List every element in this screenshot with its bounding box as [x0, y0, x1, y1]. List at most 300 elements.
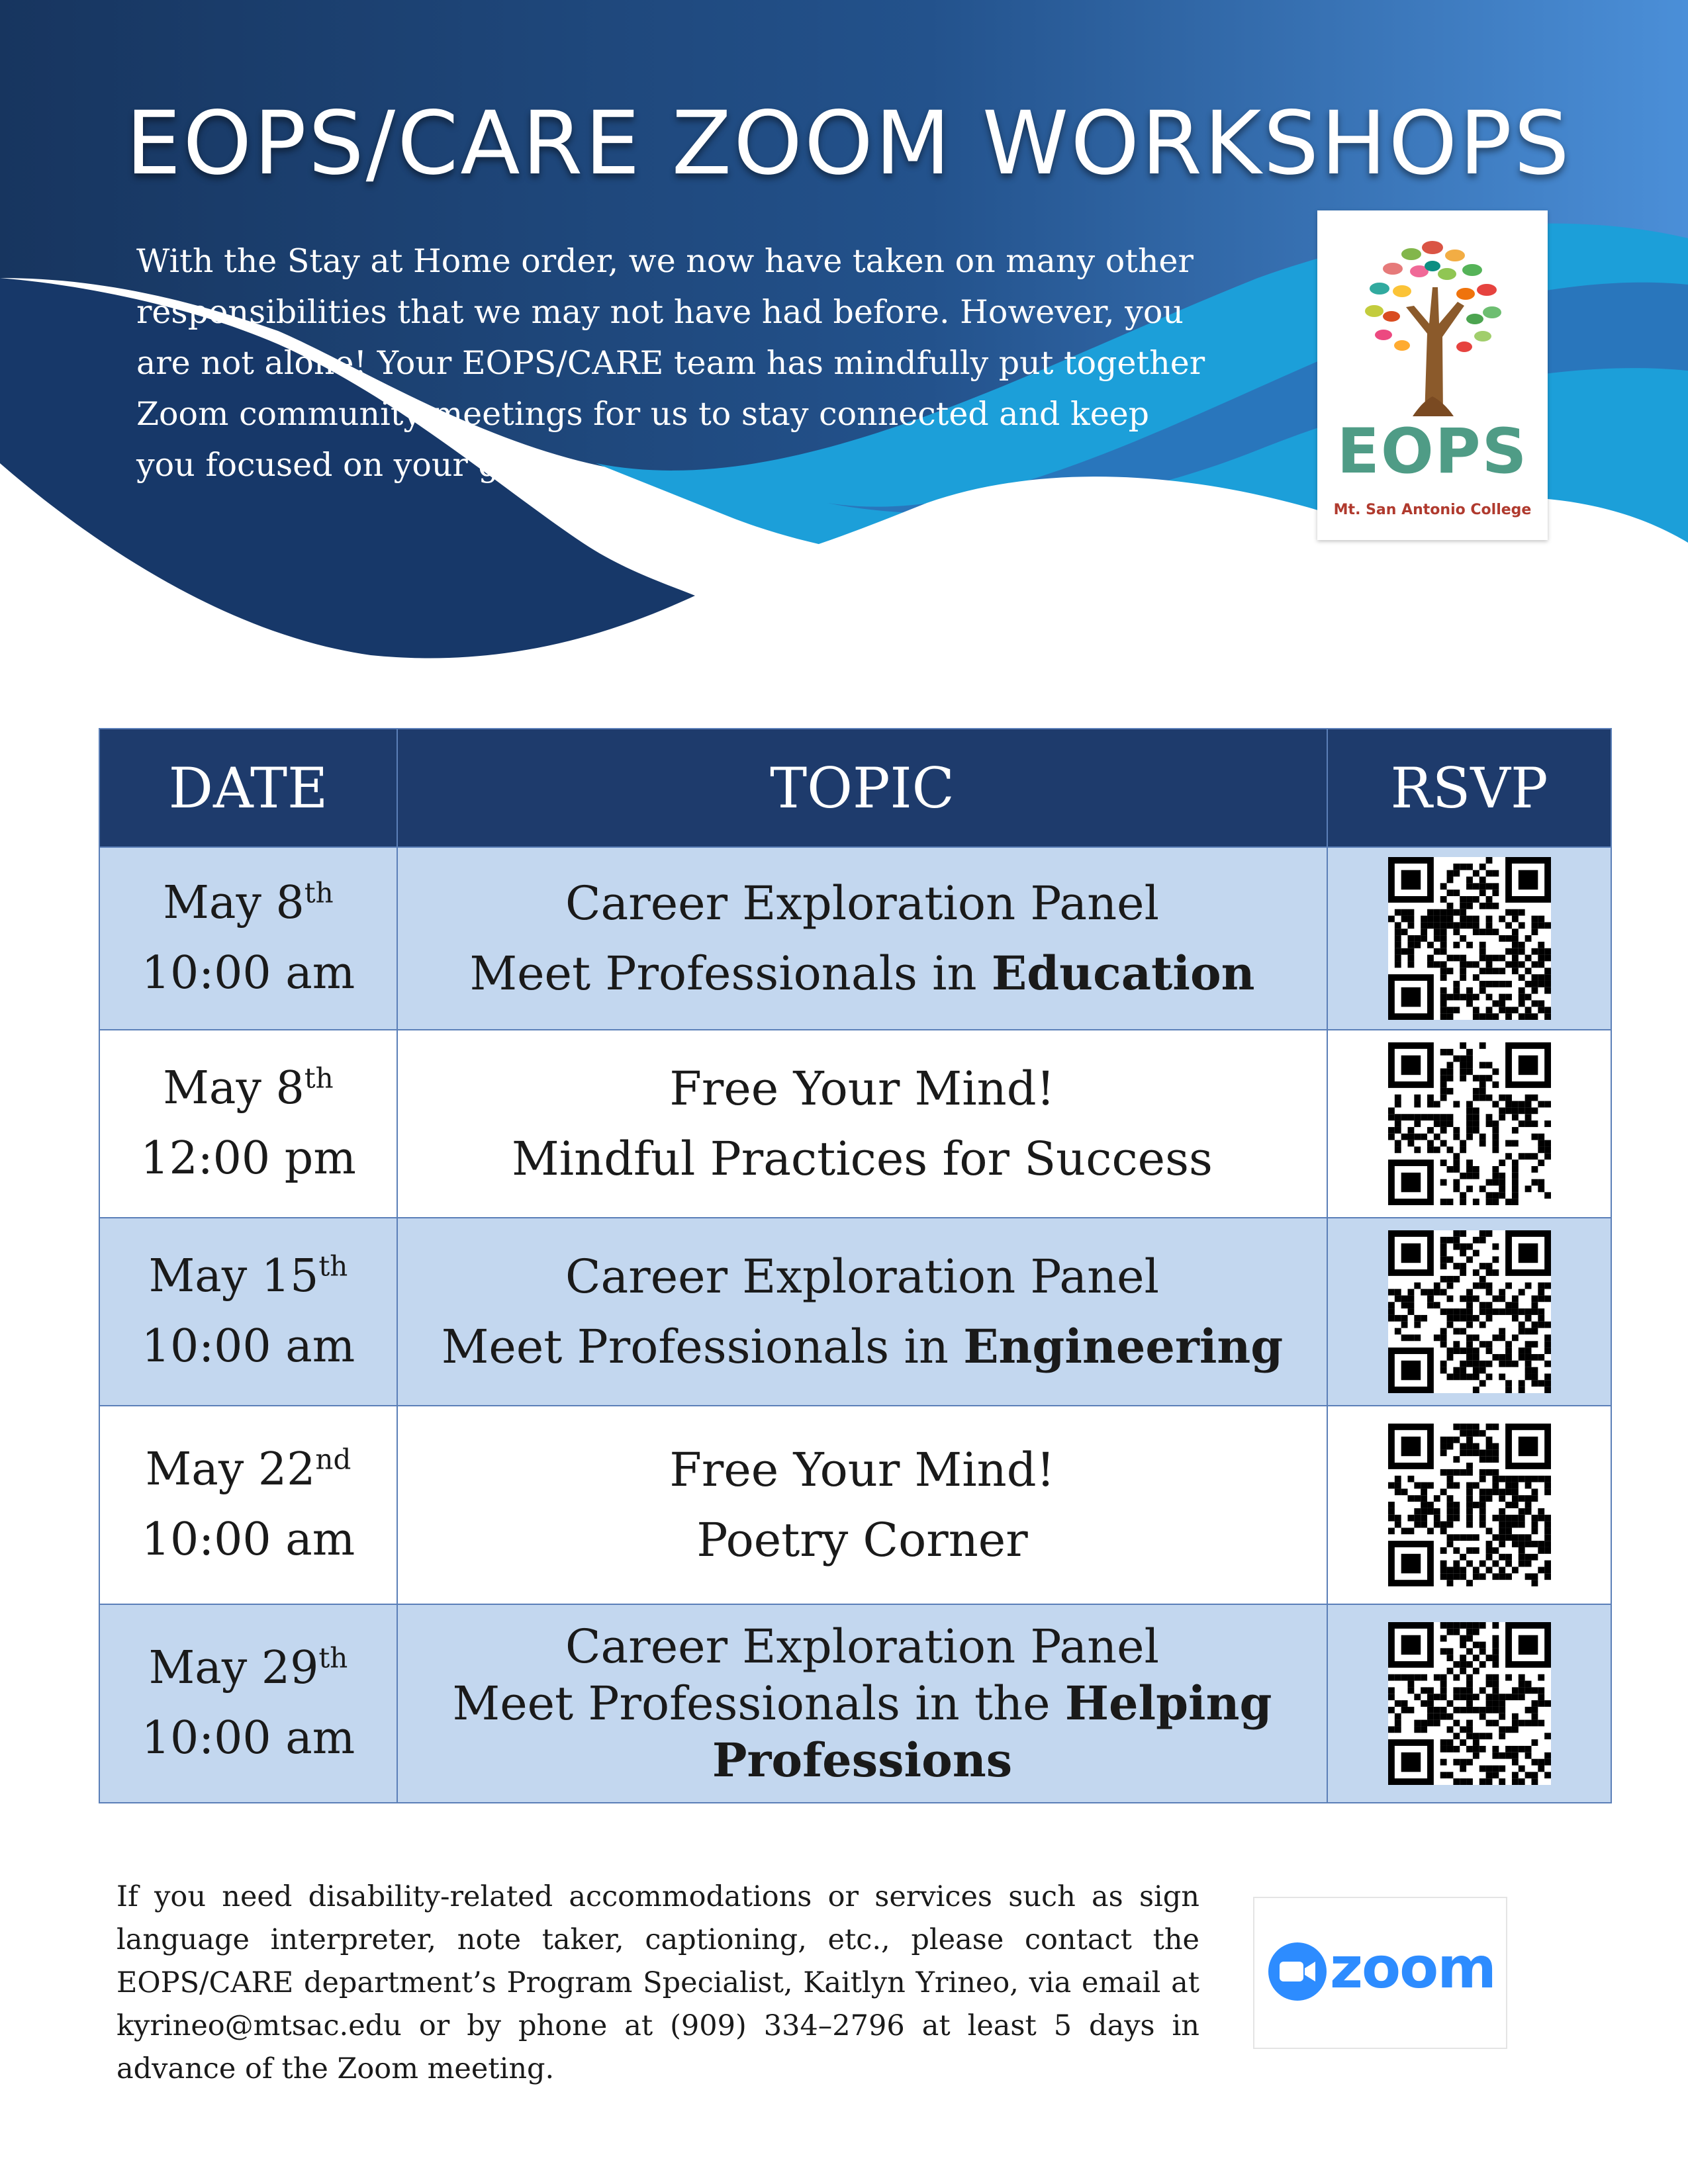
qr-module — [1433, 929, 1440, 935]
qr-module — [1472, 1443, 1479, 1450]
qr-module — [1453, 1160, 1460, 1166]
qr-module — [1427, 922, 1434, 929]
qr-module — [1524, 1361, 1531, 1367]
qr-module — [1524, 1573, 1531, 1580]
qr-module — [1518, 994, 1524, 1001]
qr-module — [1531, 961, 1538, 968]
rsvp-qr-code-icon[interactable] — [1388, 857, 1551, 1020]
qr-module — [1531, 1476, 1538, 1482]
qr-module — [1505, 935, 1512, 942]
qr-module — [1446, 1276, 1453, 1283]
qr-module — [1453, 1056, 1460, 1062]
qr-module — [1485, 1007, 1492, 1013]
qr-module — [1466, 1185, 1473, 1192]
qr-module — [1479, 1622, 1485, 1629]
qr-module — [1544, 1120, 1551, 1127]
qr-module — [1394, 1295, 1401, 1302]
qr-module — [1440, 1120, 1446, 1127]
qr-module — [1499, 1328, 1505, 1335]
qr-module — [1499, 1508, 1505, 1515]
qr-module — [1505, 948, 1512, 955]
qr-module — [1407, 955, 1414, 962]
qr-module — [1394, 922, 1401, 929]
qr-module — [1446, 1437, 1453, 1443]
zoom-logo — [1253, 1897, 1507, 2049]
qr-module — [1453, 1674, 1460, 1681]
workshop-schedule-table — [99, 728, 1612, 1803]
qr-module — [1505, 1522, 1512, 1528]
qr-module — [1446, 1237, 1453, 1244]
qr-module — [1492, 1013, 1499, 1020]
qr-module — [1544, 1013, 1551, 1020]
qr-module — [1472, 1502, 1479, 1508]
date-suffix: th — [304, 1062, 334, 1095]
qr-module — [1401, 1173, 1421, 1193]
qr-module — [1492, 903, 1499, 909]
qr-module — [1440, 922, 1446, 929]
qr-module — [1401, 1488, 1407, 1495]
qr-module — [1466, 1424, 1473, 1430]
qr-module — [1440, 1567, 1446, 1573]
qr-module — [1518, 1308, 1524, 1315]
qr-module — [1446, 1668, 1453, 1674]
qr-module — [1499, 1554, 1505, 1561]
qr-module — [1414, 1482, 1421, 1489]
qr-module — [1511, 1502, 1518, 1508]
qr-module — [1485, 1456, 1492, 1463]
qr-module — [1505, 1482, 1512, 1489]
qr-module — [1440, 1681, 1446, 1688]
qr-module — [1394, 1720, 1401, 1727]
qr-module — [1524, 1283, 1531, 1289]
qr-module — [1466, 1746, 1473, 1752]
qr-module — [1479, 1746, 1485, 1752]
qr-module — [1531, 1302, 1538, 1308]
qr-module — [1485, 968, 1492, 974]
qr-module — [1538, 1101, 1544, 1108]
qr-module — [1479, 889, 1485, 896]
qr-module — [1388, 1482, 1395, 1489]
qr-module — [1524, 955, 1531, 962]
qr-module — [1433, 1508, 1440, 1515]
qr-module — [1485, 1013, 1492, 1020]
qr-module — [1466, 883, 1473, 889]
qr-module — [1499, 1713, 1505, 1720]
topic-cell — [397, 1406, 1327, 1604]
qr-module — [1511, 1759, 1518, 1766]
qr-module — [1499, 981, 1505, 987]
qr-module — [1499, 1295, 1505, 1302]
qr-module — [1479, 1075, 1485, 1081]
qr-module — [1446, 1322, 1453, 1328]
qr-module — [1440, 1522, 1446, 1528]
qr-module — [1440, 1547, 1446, 1554]
qr-module — [1492, 1081, 1499, 1088]
qr-module — [1427, 1720, 1434, 1727]
qr-module — [1479, 1095, 1485, 1101]
qr-module — [1433, 1120, 1440, 1127]
qr-module — [1505, 1573, 1512, 1580]
qr-module — [1433, 1495, 1440, 1502]
qr-module — [1538, 1289, 1544, 1296]
qr-module — [1492, 1674, 1499, 1681]
qr-module — [1524, 935, 1531, 942]
qr-module — [1472, 1424, 1479, 1430]
qr-module — [1421, 1488, 1427, 1495]
qr-module — [1440, 1488, 1446, 1495]
qr-module — [1544, 968, 1551, 974]
qr-module — [1440, 1648, 1446, 1655]
qr-module — [1531, 1759, 1538, 1766]
qr-module — [1394, 929, 1401, 935]
eops-logo-subtitle: Mt. San Antonio College — [1333, 502, 1532, 518]
qr-module — [1538, 1295, 1544, 1302]
qr-module — [1446, 1013, 1453, 1020]
qr-module — [1401, 1295, 1407, 1302]
qr-module — [1544, 1192, 1551, 1199]
qr-module — [1538, 1283, 1544, 1289]
qr-module — [1446, 1114, 1453, 1120]
qr-module — [1427, 1114, 1434, 1120]
qr-module — [1524, 1495, 1531, 1502]
qr-module — [1460, 1373, 1466, 1380]
qr-module — [1421, 1315, 1427, 1322]
qr-module — [1492, 1269, 1499, 1276]
qr-module — [1511, 1772, 1518, 1778]
qr-module — [1518, 961, 1524, 968]
qr-module — [1479, 1508, 1485, 1515]
qr-module — [1485, 1720, 1492, 1727]
qr-module — [1466, 1334, 1473, 1341]
qr-module — [1531, 1554, 1538, 1561]
topic-title: Free Your Mind! — [669, 1443, 1055, 1497]
qr-module — [1446, 1354, 1453, 1361]
qr-module — [1427, 1101, 1434, 1108]
qr-module — [1518, 1508, 1524, 1515]
qr-module — [1524, 1707, 1531, 1713]
qr-module — [1394, 1140, 1401, 1147]
qr-module — [1421, 935, 1427, 942]
qr-module — [1518, 1244, 1538, 1263]
qr-module — [1453, 1424, 1460, 1430]
qr-module — [1453, 1373, 1460, 1380]
qr-module — [1518, 1000, 1524, 1007]
qr-module — [1414, 935, 1421, 942]
rsvp-cell[interactable] — [1327, 1604, 1611, 1803]
qr-module — [1472, 1127, 1479, 1134]
qr-module — [1446, 1476, 1453, 1482]
qr-module — [1440, 916, 1446, 923]
qr-module — [1492, 1534, 1499, 1541]
qr-module — [1453, 1237, 1460, 1244]
qr-module — [1492, 1354, 1499, 1361]
qr-module — [1492, 1482, 1499, 1489]
qr-module — [1499, 1289, 1505, 1296]
qr-module — [1394, 1515, 1401, 1522]
qr-module — [1460, 1308, 1466, 1315]
qr-module — [1505, 994, 1512, 1001]
topic-column-header: TOPIC — [397, 729, 1327, 847]
qr-module — [1485, 1114, 1492, 1120]
qr-module — [1460, 1443, 1466, 1450]
qr-module — [1453, 1185, 1460, 1192]
qr-module — [1414, 942, 1421, 948]
rsvp-cell[interactable] — [1327, 1030, 1611, 1218]
qr-module — [1388, 1694, 1395, 1700]
qr-module — [1466, 922, 1473, 929]
qr-module — [1492, 1120, 1499, 1127]
qr-module — [1414, 1726, 1421, 1733]
qr-module — [1492, 1192, 1499, 1199]
qr-module — [1518, 1687, 1524, 1694]
qr-module — [1524, 1347, 1531, 1354]
qr-module — [1440, 961, 1446, 968]
qr-module — [1485, 1495, 1492, 1502]
qr-module — [1453, 1733, 1460, 1739]
topic-subtitle: Meet Professionals in — [469, 946, 992, 1001]
workshop-time: 12:00 pm — [140, 1132, 356, 1185]
hands-tree-icon — [1333, 228, 1532, 420]
qr-module — [1446, 968, 1453, 974]
qr-module — [1511, 1694, 1518, 1700]
qr-module — [1466, 1361, 1473, 1367]
qr-module — [1511, 1488, 1518, 1495]
qr-module — [1446, 870, 1453, 877]
rsvp-qr-code-icon[interactable] — [1388, 1042, 1551, 1205]
qr-module — [1394, 1146, 1401, 1153]
qr-module — [1446, 1166, 1453, 1173]
qr-module — [1460, 864, 1466, 870]
qr-module — [1433, 1283, 1440, 1289]
qr-module — [1518, 1554, 1524, 1561]
qr-module — [1472, 1573, 1479, 1580]
qr-module — [1538, 1765, 1544, 1772]
qr-module — [1460, 1146, 1466, 1153]
qr-module — [1407, 1681, 1414, 1688]
qr-module — [1485, 1062, 1492, 1069]
qr-module — [1499, 1541, 1505, 1547]
qr-module — [1479, 1062, 1485, 1069]
rsvp-qr-code-icon[interactable] — [1388, 1424, 1551, 1586]
rsvp-cell[interactable] — [1327, 1406, 1611, 1604]
qr-module — [1401, 1315, 1407, 1322]
qr-module — [1505, 1502, 1512, 1508]
qr-module — [1446, 1726, 1453, 1733]
qr-module — [1453, 1153, 1460, 1160]
qr-module — [1499, 1495, 1505, 1502]
qr-module — [1511, 1334, 1518, 1341]
qr-module — [1531, 1687, 1538, 1694]
qr-module — [1466, 1580, 1473, 1586]
qr-module — [1466, 1495, 1473, 1502]
qr-module — [1472, 1733, 1479, 1739]
qr-module — [1440, 883, 1446, 889]
qr-module — [1472, 1367, 1479, 1374]
table-row — [99, 847, 1611, 1030]
qr-module — [1492, 1720, 1499, 1727]
qr-module — [1446, 903, 1453, 909]
qr-module — [1466, 1049, 1473, 1056]
qr-module — [1466, 1648, 1473, 1655]
qr-module — [1453, 1567, 1460, 1573]
qr-module — [1421, 1495, 1427, 1502]
rsvp-qr-code-icon[interactable] — [1388, 1230, 1551, 1393]
qr-module — [1427, 916, 1434, 923]
qr-module — [1485, 1567, 1492, 1573]
qr-module — [1401, 1674, 1407, 1681]
qr-module — [1511, 1720, 1518, 1727]
qr-module — [1472, 1707, 1479, 1713]
qr-module — [1394, 1522, 1401, 1528]
qr-module — [1511, 1361, 1518, 1367]
qr-module — [1505, 1308, 1512, 1315]
qr-module — [1479, 1088, 1485, 1095]
qr-module — [1440, 1561, 1446, 1567]
qr-module — [1440, 1739, 1446, 1746]
qr-module — [1505, 1515, 1512, 1522]
qr-module — [1479, 1778, 1485, 1785]
qr-module — [1479, 942, 1485, 948]
qr-module — [1472, 1642, 1479, 1649]
qr-module — [1394, 1101, 1401, 1108]
qr-module — [1466, 1056, 1473, 1062]
topic-cell — [397, 1030, 1327, 1218]
qr-module — [1433, 948, 1440, 955]
qr-module — [1538, 1322, 1544, 1328]
qr-module — [1453, 1263, 1460, 1269]
qr-module — [1466, 1778, 1473, 1785]
qr-module — [1472, 916, 1479, 923]
qr-module — [1511, 1107, 1518, 1114]
qr-module — [1492, 968, 1499, 974]
qr-module — [1460, 1315, 1466, 1322]
qr-module — [1518, 1515, 1524, 1522]
qr-module — [1388, 1315, 1395, 1322]
qr-module — [1466, 1354, 1473, 1361]
qr-module — [1538, 942, 1544, 948]
qr-module — [1466, 1681, 1473, 1688]
qr-module — [1524, 1013, 1531, 1020]
qr-module — [1485, 1179, 1492, 1186]
qr-module — [1388, 1674, 1395, 1681]
qr-module — [1446, 922, 1453, 929]
rsvp-cell[interactable] — [1327, 1218, 1611, 1406]
qr-module — [1460, 974, 1466, 981]
qr-module — [1394, 1488, 1401, 1495]
qr-module — [1472, 1449, 1479, 1456]
qr-module — [1466, 1308, 1473, 1315]
qr-module — [1388, 1502, 1395, 1508]
qr-module — [1492, 1469, 1499, 1476]
qr-module — [1485, 1772, 1492, 1778]
qr-module — [1440, 1437, 1446, 1443]
qr-module — [1472, 974, 1479, 981]
qr-module — [1511, 1101, 1518, 1108]
qr-module — [1505, 1199, 1512, 1205]
qr-module — [1531, 1373, 1538, 1380]
qr-module — [1407, 935, 1414, 942]
qr-module — [1544, 1488, 1551, 1495]
qr-module — [1427, 961, 1434, 968]
qr-module — [1511, 1114, 1518, 1120]
qr-module — [1446, 1772, 1453, 1778]
qr-module — [1538, 955, 1544, 962]
qr-module — [1499, 1700, 1505, 1707]
qr-module — [1440, 1694, 1446, 1700]
qr-module — [1453, 1244, 1460, 1250]
qr-module — [1499, 1160, 1505, 1166]
qr-module — [1531, 948, 1538, 955]
qr-module — [1479, 1733, 1485, 1739]
page-title: EOPS/CARE ZOOM WORKSHOPS — [126, 93, 1571, 195]
rsvp-cell[interactable] — [1327, 847, 1611, 1030]
topic-subtitle-bold: Helping Professions — [712, 1676, 1272, 1788]
qr-module — [1440, 1443, 1446, 1450]
qr-module — [1446, 1739, 1453, 1746]
qr-module — [1453, 1508, 1460, 1515]
qr-module — [1531, 1000, 1538, 1007]
table-row — [99, 1406, 1611, 1604]
qr-module — [1460, 1726, 1466, 1733]
qr-module — [1492, 1308, 1499, 1315]
qr-module — [1544, 1283, 1551, 1289]
qr-module — [1466, 1160, 1473, 1166]
qr-module — [1499, 935, 1505, 942]
qr-module — [1440, 1256, 1446, 1263]
qr-module — [1538, 1134, 1544, 1140]
qr-module — [1460, 994, 1466, 1001]
qr-module — [1492, 1256, 1499, 1263]
topic-subtitle-bold: Engineering — [963, 1319, 1284, 1374]
qr-module — [1479, 1476, 1485, 1482]
qr-module — [1531, 1134, 1538, 1140]
qr-module — [1453, 1367, 1460, 1374]
qr-module — [1511, 948, 1518, 955]
date-suffix: th — [318, 1641, 348, 1674]
qr-module — [1453, 1759, 1460, 1766]
qr-module — [1394, 1328, 1401, 1335]
qr-module — [1433, 1289, 1440, 1296]
qr-module — [1472, 1199, 1479, 1205]
qr-module — [1524, 1681, 1531, 1688]
qr-module — [1505, 1488, 1512, 1495]
qr-module — [1433, 1146, 1440, 1153]
qr-module — [1401, 1361, 1421, 1381]
qr-module — [1453, 1687, 1460, 1694]
qr-module — [1460, 935, 1466, 942]
qr-module — [1446, 1622, 1453, 1629]
rsvp-qr-code-icon[interactable] — [1388, 1622, 1551, 1785]
qr-module — [1485, 857, 1492, 864]
qr-module — [1544, 1373, 1551, 1380]
qr-module — [1492, 889, 1499, 896]
qr-module — [1433, 1334, 1440, 1341]
date-suffix: nd — [315, 1443, 352, 1476]
qr-module — [1440, 1573, 1446, 1580]
workshop-date: May 15 — [148, 1250, 319, 1302]
qr-module — [1460, 1295, 1466, 1302]
qr-module — [1460, 1056, 1466, 1062]
topic-title: Free Your Mind! — [669, 1062, 1055, 1116]
qr-module — [1394, 1726, 1401, 1733]
qr-module — [1531, 1095, 1538, 1101]
qr-module — [1505, 1095, 1512, 1101]
qr-module — [1472, 1173, 1479, 1179]
date-cell — [99, 1406, 397, 1604]
qr-module — [1401, 1700, 1407, 1707]
qr-module — [1531, 1328, 1538, 1335]
qr-module — [1421, 916, 1427, 923]
